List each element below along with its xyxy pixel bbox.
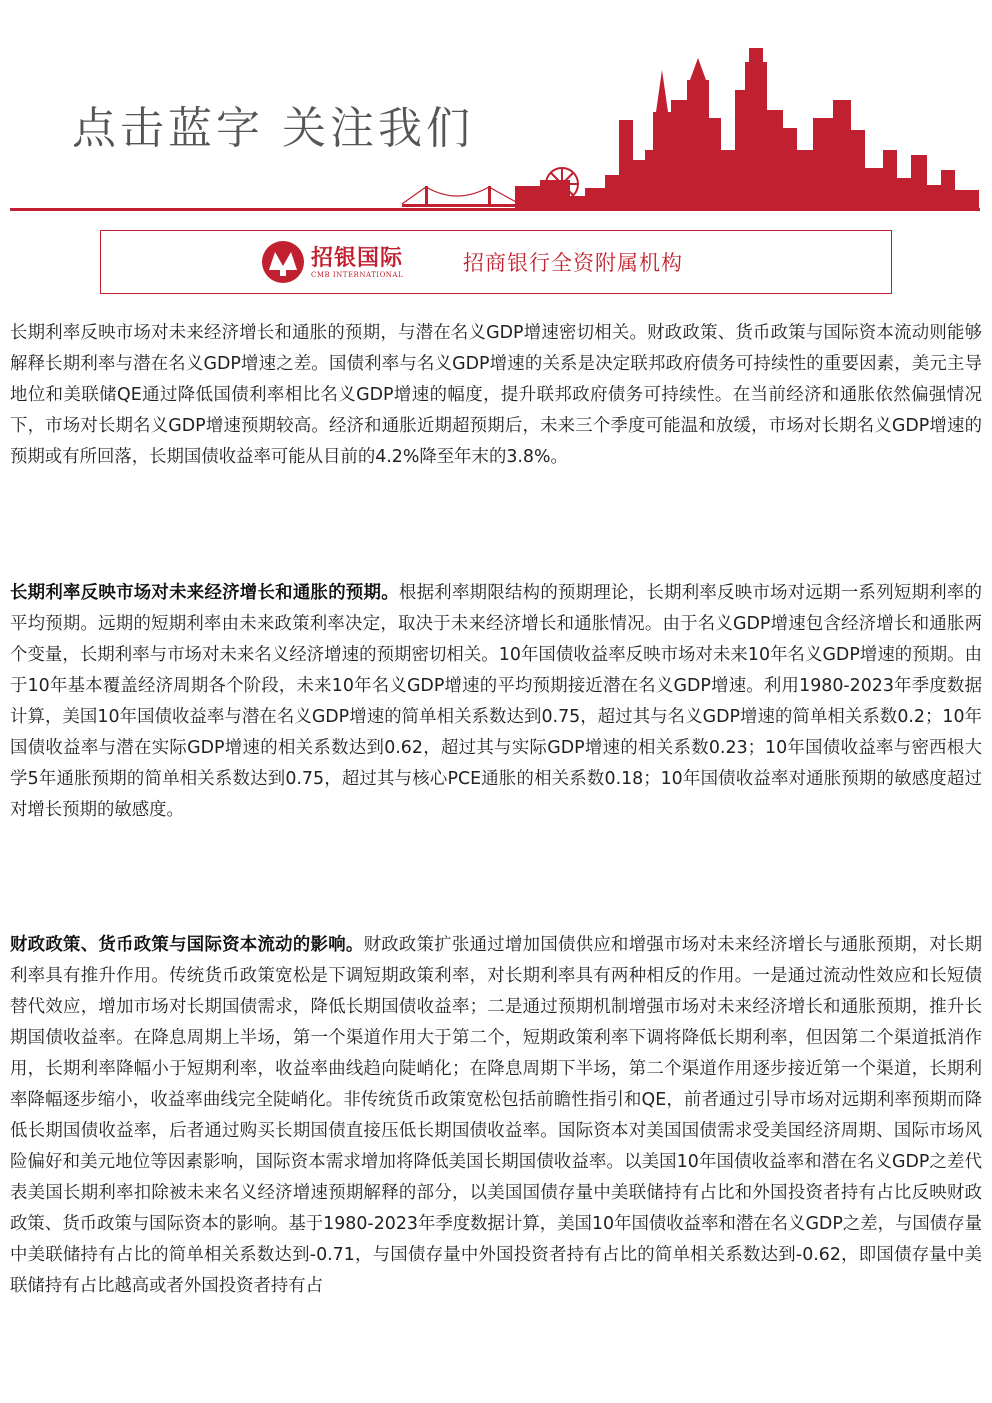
header <box>0 0 992 215</box>
cmb-logo-icon <box>261 240 305 284</box>
city-skyline-illustration <box>0 0 992 215</box>
paragraph-body: 财政政策扩张通过增加国债供应和增强市场对未来经济增长与通胀预期，对长期利率具有推升作用。传统货币政策宽松是下调短期政策利率，对长期利率具有两种相反的作用。一是通过流动性效应和长短债替代效应，增加市场对长期国债需求，降低长期国债收益率；二是通过预期机制增强市场对未来经济增长和通胀预期，推升长期国债收益率。在降息周期上半场，第一个渠道作用大于第二个，短期政策利率下调将降低长期利率，但因第二个渠道抵消作用，长期利率降幅小于短期利率，收益率曲线趋向陡峭化；在降息周期下半场，第二个渠道作用逐步接近第一个渠道，长期利率降幅逐步缩小，收益率曲线完全陡峭化。非传统货币政策宽松包括前瞻性指引和QE，前者通过引导市场对远期利率预期而降低长期国债收益率，后者通过购买长期国债直接压低长期国债收益率。国际资本对美国国债需求受美国经济周期、国际市场风险偏好和美元地位等因素影响，国际资本需求增加将降低美国长期国债收益率。以美国10年国债收益率和潜在名义GDP之差代表美国长期利率扣除被未来名义经济增速预期解释的部分，以美国国债存量中美联储持有占比和外国投资者持有占比反映财政政策、货币政策与国际资本的影响。基于1980-2023年季度数据计算，美国10年国债收益率和潜在名义GDP之差，与国债存量中美联储持有占比的简单相关系数达到-0.71，与国债存量中外国投资者持有占比的简单相关系数达到-0.62，即国债存量中美联储持有占比越高或者外国投资者持有占 <box>10 935 982 1296</box>
paragraph-body: 根据利率期限结构的预期理论，长期利率反映市场对远期一系列短期利率的平均预期。远期的短期利率由未来政策利率决定，取决于未来经济增长和通胀情况。由于名义GDP增速包含经济增长和通胀两个变量，长期利率与市场对未来名义经济增速的预期密切相关。10年国债收益率反映市场对未来10年名义GDP增速的预期。由于10年基本覆盖经济周期各个阶段，未来10年名义GDP增速的平均预期接近潜在名义GDP增速。利用1980-2023年季度数据计算，美国10年国债收益率与潜在名义GDP增速的简单相关系数达到0.75，超过其与名义GDP增速的简单相关系数0.2；10年国债收益率与潜在实际GDP增速的相关系数达到0.62，超过其与实际GDP增速的相关系数0.23；10年国债收益率与密西根大学5年通胀预期的简单相关系数达到0.75，超过其与核心PCE通胀的相关系数0.18；10年国债收益率对通胀预期的敏感度超过对增长预期的敏感度。 <box>10 583 982 820</box>
banner-slogan: 招商银行全资附属机构 <box>463 251 683 275</box>
header-title: 点击蓝字 关注我们 <box>72 103 474 154</box>
paragraph-lead: 财政政策、货币政策与国际资本流动的影响。 <box>10 935 364 955</box>
brand-banner <box>100 230 892 294</box>
paragraph-lead: 长期利率反映市场对未来经济增长和通胀的预期。 <box>10 583 399 603</box>
paragraph-body: 长期利率反映市场对未来经济增长和通胀的预期，与潜在名义GDP增速密切相关。财政政策、货币政策与国际资本流动则能够解释长期利率与潜在名义GDP增速之差。国债利率与名义GDP增速的关系是决定联邦政府债务可持续性的重要因素，美元主导地位和美联储QE通过降低国债利率相比名义GDP增速的幅度，提升联邦政府债务可持续性。在当前经济和通胀依然偏强情况下，市场对长期名义GDP增速预期较高。经济和通胀近期超预期后，未来三个季度可能温和放缓，市场对长期名义GDP增速的预期或有所回落，长期国债收益率可能从目前的4.2%降至年末的3.8%。 <box>10 323 982 467</box>
paragraph-long-term-rates <box>10 578 982 826</box>
paragraph-summary <box>10 318 982 473</box>
header-divider <box>10 208 980 211</box>
logo-english-name: CMB INTERNATIONAL <box>311 271 404 279</box>
logo-chinese-name: 招银国际 <box>311 246 404 271</box>
paragraph-policy-impact <box>10 930 982 1302</box>
